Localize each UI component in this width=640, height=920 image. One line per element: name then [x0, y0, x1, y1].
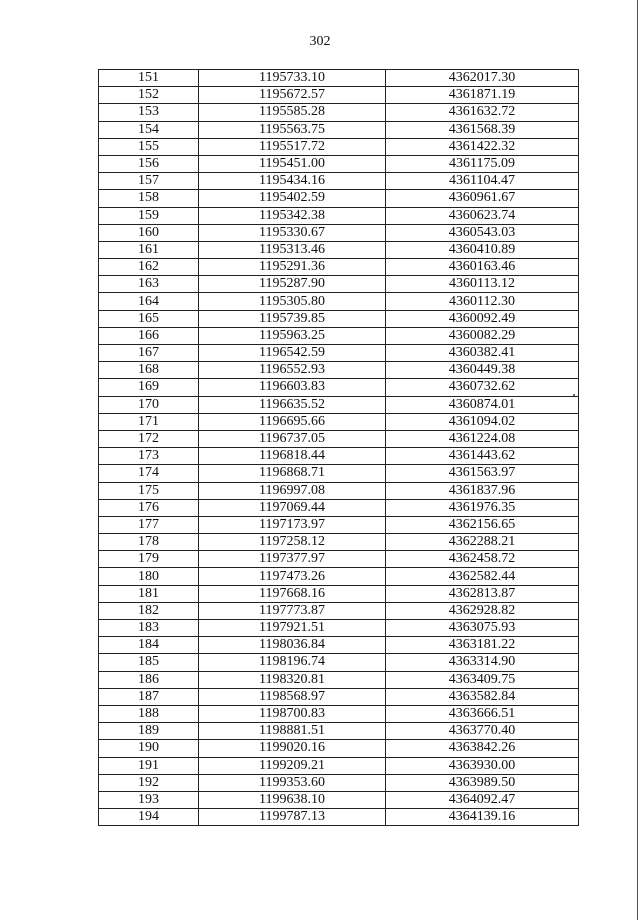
point-number-cell: 167 [99, 345, 199, 362]
y-coordinate-cell: 4360874.01 [386, 396, 579, 413]
y-coordinate-cell: 4360410.89 [386, 241, 579, 258]
y-coordinate-cell: 4360112.30 [386, 293, 579, 310]
point-number-cell: 171 [99, 413, 199, 430]
y-coordinate-cell: 4363181.22 [386, 637, 579, 654]
x-coordinate-cell: 1199209.21 [199, 757, 386, 774]
point-number-cell: 173 [99, 448, 199, 465]
point-number-cell: 160 [99, 224, 199, 241]
table-row [99, 774, 579, 791]
table-row [99, 688, 579, 705]
y-coordinate-cell: 4362458.72 [386, 551, 579, 568]
point-number-cell: 151 [99, 70, 199, 87]
table-row [99, 705, 579, 722]
table-row [99, 310, 579, 327]
y-coordinate-cell: 4360082.29 [386, 327, 579, 344]
point-number-cell: 154 [99, 121, 199, 138]
point-number-cell: 184 [99, 637, 199, 654]
x-coordinate-cell: 1195287.90 [199, 276, 386, 293]
point-number-cell: 153 [99, 104, 199, 121]
table-row [99, 620, 579, 637]
y-coordinate-cell: 4363842.26 [386, 740, 579, 757]
x-coordinate-cell: 1195402.59 [199, 190, 386, 207]
x-coordinate-cell: 1195313.46 [199, 241, 386, 258]
table-row [99, 585, 579, 602]
point-number-cell: 163 [99, 276, 199, 293]
table-row [99, 345, 579, 362]
y-coordinate-cell: 4364092.47 [386, 791, 579, 808]
point-number-cell: 190 [99, 740, 199, 757]
point-number-cell: 155 [99, 138, 199, 155]
point-number-cell: 194 [99, 809, 199, 826]
table-row [99, 654, 579, 671]
x-coordinate-cell: 1195434.16 [199, 173, 386, 190]
point-number-cell: 188 [99, 705, 199, 722]
x-coordinate-cell: 1197377.97 [199, 551, 386, 568]
x-coordinate-cell: 1195330.67 [199, 224, 386, 241]
x-coordinate-cell: 1195963.25 [199, 327, 386, 344]
x-coordinate-cell: 1199353.60 [199, 774, 386, 791]
table-row [99, 190, 579, 207]
table-row [99, 362, 579, 379]
point-number-cell: 170 [99, 396, 199, 413]
table-row [99, 224, 579, 241]
table-row [99, 516, 579, 533]
y-coordinate-cell: 4362813.87 [386, 585, 579, 602]
table-row [99, 809, 579, 826]
point-number-cell: 183 [99, 620, 199, 637]
y-coordinate-cell: 4360449.38 [386, 362, 579, 379]
table-row [99, 568, 579, 585]
table-row [99, 448, 579, 465]
x-coordinate-cell: 1199787.13 [199, 809, 386, 826]
x-coordinate-cell: 1197921.51 [199, 620, 386, 637]
table-row [99, 482, 579, 499]
point-number-cell: 159 [99, 207, 199, 224]
table-row [99, 138, 579, 155]
x-coordinate-cell: 1199638.10 [199, 791, 386, 808]
x-coordinate-cell: 1196542.59 [199, 345, 386, 362]
y-coordinate-cell: 4363075.93 [386, 620, 579, 637]
x-coordinate-cell: 1197668.16 [199, 585, 386, 602]
point-number-cell: 189 [99, 723, 199, 740]
x-coordinate-cell: 1195733.10 [199, 70, 386, 87]
x-coordinate-cell: 1195342.38 [199, 207, 386, 224]
table-row [99, 259, 579, 276]
x-coordinate-cell: 1198700.83 [199, 705, 386, 722]
y-coordinate-cell: 4362017.30 [386, 70, 579, 87]
page-edge [637, 0, 638, 920]
table-row [99, 637, 579, 654]
point-number-cell: 164 [99, 293, 199, 310]
point-number-cell: 175 [99, 482, 199, 499]
x-coordinate-cell: 1195672.57 [199, 87, 386, 104]
y-coordinate-cell: 4363666.51 [386, 705, 579, 722]
point-number-cell: 165 [99, 310, 199, 327]
y-coordinate-cell: 4361563.97 [386, 465, 579, 482]
table-row [99, 430, 579, 447]
x-coordinate-cell: 1197773.87 [199, 602, 386, 619]
point-number-cell: 162 [99, 259, 199, 276]
y-coordinate-cell: 4360382.41 [386, 345, 579, 362]
y-coordinate-cell: 4361224.08 [386, 430, 579, 447]
y-coordinate-cell: 4360113.12 [386, 276, 579, 293]
y-coordinate-cell: 4361422.32 [386, 138, 579, 155]
point-number-cell: 156 [99, 155, 199, 172]
x-coordinate-cell: 1199020.16 [199, 740, 386, 757]
x-coordinate-cell: 1196552.93 [199, 362, 386, 379]
x-coordinate-cell: 1196695.66 [199, 413, 386, 430]
table-row [99, 602, 579, 619]
x-coordinate-cell: 1195291.36 [199, 259, 386, 276]
point-number-cell: 172 [99, 430, 199, 447]
table-row [99, 276, 579, 293]
x-coordinate-cell: 1198881.51 [199, 723, 386, 740]
y-coordinate-cell: 4364139.16 [386, 809, 579, 826]
x-coordinate-cell: 1197258.12 [199, 534, 386, 551]
y-coordinate-cell: 4361976.35 [386, 499, 579, 516]
y-coordinate-cell: 4363409.75 [386, 671, 579, 688]
x-coordinate-cell: 1196737.05 [199, 430, 386, 447]
table-row [99, 241, 579, 258]
x-coordinate-cell: 1198196.74 [199, 654, 386, 671]
x-coordinate-cell: 1197173.97 [199, 516, 386, 533]
point-number-cell: 181 [99, 585, 199, 602]
point-number-cell: 178 [99, 534, 199, 551]
point-number-cell: 193 [99, 791, 199, 808]
table-row [99, 104, 579, 121]
point-number-cell: 168 [99, 362, 199, 379]
y-coordinate-cell: 4362928.82 [386, 602, 579, 619]
y-coordinate-cell: 4360543.03 [386, 224, 579, 241]
point-number-cell: 166 [99, 327, 199, 344]
point-number-cell: 174 [99, 465, 199, 482]
table-row [99, 379, 579, 396]
page-number: 302 [309, 34, 331, 49]
y-coordinate-cell: 4363930.00 [386, 757, 579, 774]
table-row [99, 465, 579, 482]
x-coordinate-cell: 1196868.71 [199, 465, 386, 482]
y-coordinate-cell: 4361632.72 [386, 104, 579, 121]
y-coordinate-cell: 4360732.62 [386, 379, 579, 396]
table-row [99, 155, 579, 172]
x-coordinate-cell: 1195517.72 [199, 138, 386, 155]
table-row [99, 121, 579, 138]
x-coordinate-cell: 1198036.84 [199, 637, 386, 654]
x-coordinate-cell: 1198568.97 [199, 688, 386, 705]
x-coordinate-cell: 1198320.81 [199, 671, 386, 688]
x-coordinate-cell: 1197473.26 [199, 568, 386, 585]
y-coordinate-cell: 4361568.39 [386, 121, 579, 138]
table-row [99, 207, 579, 224]
x-coordinate-cell: 1195305.80 [199, 293, 386, 310]
y-coordinate-cell: 4360961.67 [386, 190, 579, 207]
y-coordinate-cell: 4361104.47 [386, 173, 579, 190]
table-row [99, 87, 579, 104]
x-coordinate-cell: 1196603.83 [199, 379, 386, 396]
x-coordinate-cell: 1195739.85 [199, 310, 386, 327]
table-row [99, 791, 579, 808]
y-coordinate-cell: 4362288.21 [386, 534, 579, 551]
table-row [99, 396, 579, 413]
table-row [99, 293, 579, 310]
table-row [99, 740, 579, 757]
x-coordinate-cell: 1196635.52 [199, 396, 386, 413]
point-number-cell: 192 [99, 774, 199, 791]
x-coordinate-cell: 1195585.28 [199, 104, 386, 121]
x-coordinate-cell: 1196997.08 [199, 482, 386, 499]
y-coordinate-cell: 4361837.96 [386, 482, 579, 499]
point-number-cell: 182 [99, 602, 199, 619]
y-coordinate-cell: 4361443.62 [386, 448, 579, 465]
point-number-cell: 185 [99, 654, 199, 671]
y-coordinate-cell: 4360092.49 [386, 310, 579, 327]
y-coordinate-cell: 4360163.46 [386, 259, 579, 276]
y-coordinate-cell: 4362582.44 [386, 568, 579, 585]
y-coordinate-cell: 4360623.74 [386, 207, 579, 224]
y-coordinate-cell: 4361094.02 [386, 413, 579, 430]
x-coordinate-cell: 1197069.44 [199, 499, 386, 516]
point-number-cell: 176 [99, 499, 199, 516]
point-number-cell: 180 [99, 568, 199, 585]
table-row [99, 70, 579, 87]
point-number-cell: 179 [99, 551, 199, 568]
point-number-cell: 191 [99, 757, 199, 774]
y-coordinate-cell: 4361175.09 [386, 155, 579, 172]
point-number-cell: 157 [99, 173, 199, 190]
y-coordinate-cell: 4363989.50 [386, 774, 579, 791]
table-row [99, 534, 579, 551]
table-row [99, 499, 579, 516]
y-coordinate-cell: 4362156.65 [386, 516, 579, 533]
point-number-cell: 169 [99, 379, 199, 396]
y-coordinate-cell: 4363582.84 [386, 688, 579, 705]
table-row [99, 327, 579, 344]
table-row [99, 757, 579, 774]
point-number-cell: 152 [99, 87, 199, 104]
scan-speck [573, 394, 575, 396]
table-row [99, 173, 579, 190]
y-coordinate-cell: 4363314.90 [386, 654, 579, 671]
coordinate-table-body [99, 70, 579, 826]
x-coordinate-cell: 1195451.00 [199, 155, 386, 172]
y-coordinate-cell: 4363770.40 [386, 723, 579, 740]
point-number-cell: 177 [99, 516, 199, 533]
table-row [99, 551, 579, 568]
coordinate-table [98, 69, 579, 826]
table-row [99, 671, 579, 688]
point-number-cell: 158 [99, 190, 199, 207]
point-number-cell: 187 [99, 688, 199, 705]
x-coordinate-cell: 1196818.44 [199, 448, 386, 465]
point-number-cell: 186 [99, 671, 199, 688]
x-coordinate-cell: 1195563.75 [199, 121, 386, 138]
y-coordinate-cell: 4361871.19 [386, 87, 579, 104]
table-row [99, 723, 579, 740]
table-row [99, 413, 579, 430]
point-number-cell: 161 [99, 241, 199, 258]
